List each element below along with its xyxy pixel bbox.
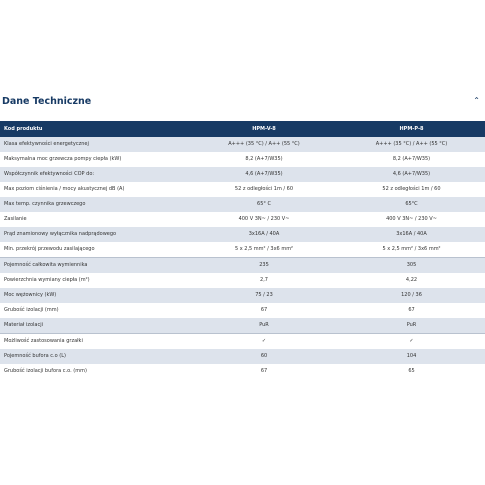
check-icon: ✓ — [190, 334, 338, 350]
table-row — [0, 137, 485, 152]
header-model-1: HPM-V-8 — [190, 121, 338, 137]
table-row — [0, 288, 485, 303]
row-label: Maksymalna moc grzewcza pompy ciepła (kW) — [0, 152, 190, 167]
row-label: Prąd znamionowy wyłącznika nadprądowego — [0, 227, 190, 242]
row-value-model-2: 67 — [338, 303, 485, 318]
row-label: Możliwość zastosowania grzałki — [0, 334, 190, 350]
row-value-model-1: PuR — [190, 318, 338, 334]
row-label: Moc wężownicy (kW) — [0, 288, 190, 303]
table-row — [0, 152, 485, 167]
row-value-model-2: 3x16A / 40A — [338, 227, 485, 242]
section-header[interactable] — [0, 92, 485, 114]
row-value-model-2: 4,6 (A+7/W35) — [338, 167, 485, 182]
row-value-model-1: 400 V 3N~ / 230 V~ — [190, 212, 338, 227]
row-value-model-2: 305 — [338, 258, 485, 274]
row-value-model-1: 3x16A / 40A — [190, 227, 338, 242]
row-label: Min. przekrój przewodu zasilającego — [0, 242, 190, 258]
row-label: Współczynnik efektywności COP do: — [0, 167, 190, 182]
table-row — [0, 364, 485, 379]
row-label: Pojemność bufora c.o (L) — [0, 349, 190, 364]
row-label: Grubość izolacji bufora c.o. (mm) — [0, 364, 190, 379]
table-row — [0, 167, 485, 182]
row-label: Grubość izolacji (mm) — [0, 303, 190, 318]
row-value-model-2: A+++ (35 °C) / A++ (55 °C) — [338, 137, 485, 152]
table-row — [0, 273, 485, 288]
row-value-model-2: 400 V 3N~ / 230 V~ — [338, 212, 485, 227]
row-value-model-2: 104 — [338, 349, 485, 364]
section-title: Dane Techniczne — [2, 96, 92, 107]
table-header-row — [0, 121, 485, 137]
spec-table — [0, 121, 485, 379]
row-value-model-1: 65° C — [190, 197, 338, 212]
table-row — [0, 212, 485, 227]
row-value-model-2: 120 / 36 — [338, 288, 485, 303]
row-value-model-2: 52 z odległości 1m / 60 — [338, 182, 485, 197]
header-model-2: HPM-P-8 — [338, 121, 485, 137]
table-row — [0, 182, 485, 197]
table-row — [0, 242, 485, 258]
table-row — [0, 303, 485, 318]
row-value-model-1: 67 — [190, 303, 338, 318]
row-value-model-1: 2,7 — [190, 273, 338, 288]
header-product-code: Kod produktu — [0, 121, 190, 137]
table-row — [0, 349, 485, 364]
chevron-up-icon[interactable]: ⌃ — [473, 96, 480, 105]
row-label: Max temp. czynnika grzewczego — [0, 197, 190, 212]
row-value-model-1: 235 — [190, 258, 338, 274]
row-label: Klasa efektywności energetycznej — [0, 137, 190, 152]
row-value-model-1: 5 x 2,5 mm² / 3x6 mm² — [190, 242, 338, 258]
row-value-model-2: 4,22 — [338, 273, 485, 288]
row-value-model-1: 75 / 23 — [190, 288, 338, 303]
row-value-model-1: A+++ (35 °C) / A++ (55 °C) — [190, 137, 338, 152]
table-row — [0, 197, 485, 212]
row-value-model-1: 4,6 (A+7/W35) — [190, 167, 338, 182]
row-value-model-1: 8,2 (A+7/W35) — [190, 152, 338, 167]
row-label: Materiał izolacji — [0, 318, 190, 334]
row-value-model-1: 67 — [190, 364, 338, 379]
table-row — [0, 258, 485, 274]
row-value-model-2: 65 — [338, 364, 485, 379]
row-label: Powierzchnia wymiany ciepła (m²) — [0, 273, 190, 288]
table-row — [0, 227, 485, 242]
row-value-model-2: 65°C — [338, 197, 485, 212]
row-label: Pojemność całkowita wymiennika — [0, 258, 190, 274]
row-value-model-2: PuR — [338, 318, 485, 334]
row-label: Zasilanie — [0, 212, 190, 227]
table-row — [0, 318, 485, 334]
check-icon: ✓ — [338, 334, 485, 350]
row-value-model-2: 5 x 2,5 mm² / 3x6 mm² — [338, 242, 485, 258]
row-value-model-1: 60 — [190, 349, 338, 364]
row-value-model-1: 52 z odległości 1m / 60 — [190, 182, 338, 197]
row-label: Max poziom ciśnienia / mocy akustycznej dB (A) — [0, 182, 190, 197]
table-row — [0, 334, 485, 350]
row-value-model-2: 8,2 (A+7/W35) — [338, 152, 485, 167]
